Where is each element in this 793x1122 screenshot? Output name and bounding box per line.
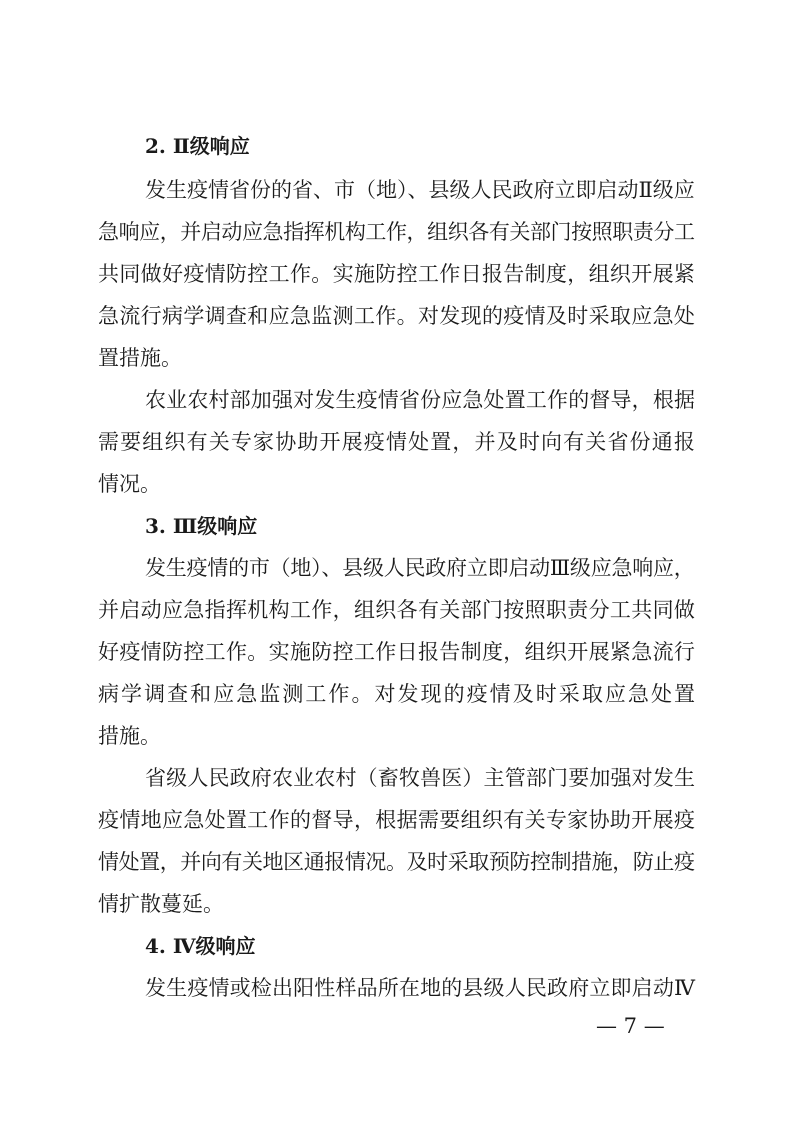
paragraph-line: 发生疫情的市（地）、县级人民政府立即启动Ⅲ级应急响应， (145, 556, 695, 580)
page-number: — 7 — (596, 1014, 665, 1038)
paragraph-line: 急响应，并启动应急指挥机构工作，组织各有关部门按照职责分工 (98, 220, 695, 244)
section-heading-level-2: 2. Ⅱ级响应 (145, 134, 250, 158)
paragraph-line: 农业农村部加强对发生疫情省份应急处置工作的督导，根据 (145, 388, 696, 412)
paragraph-line: 发生疫情或检出阳性样品所在地的县级人民政府立即启动Ⅳ (145, 976, 696, 1000)
paragraph-line: 措施。 (98, 724, 161, 748)
paragraph-line: 置措施。 (98, 346, 182, 370)
paragraph-line: 好疫情防控工作。实施防控工作日报告制度，组织开展紧急流行 (98, 640, 696, 664)
paragraph-line: 发生疫情省份的省、市（地）、县级人民政府立即启动Ⅱ级应 (145, 178, 695, 202)
paragraph-line: 省级人民政府农业农村（畜牧兽医）主管部门要加强对发生 (145, 766, 696, 790)
paragraph-line: 需要组织有关专家协助开展疫情处置，并及时向有关省份通报 (98, 430, 697, 454)
paragraph-line: 并启动应急指挥机构工作，组织各有关部门按照职责分工共同做 (98, 598, 696, 622)
paragraph-line: 情处置，并向有关地区通报情况。及时采取预防控制措施，防止疫 (98, 850, 695, 874)
section-heading-level-4: 4. Ⅳ级响应 (145, 934, 256, 958)
paragraph-line: 共同做好疫情防控工作。实施防控工作日报告制度，组织开展紧 (98, 262, 696, 286)
paragraph-line: 情扩散蔓延。 (98, 892, 224, 916)
paragraph-line: 病学调查和应急监测工作。对发现的疫情及时采取应急处置 (98, 682, 698, 706)
paragraph-line: 情况。 (98, 472, 161, 496)
section-heading-level-3: 3. Ⅲ级响应 (145, 514, 258, 538)
paragraph-line: 疫情地应急处置工作的督导，根据需要组织有关专家协助开展疫 (98, 808, 696, 832)
paragraph-line: 急流行病学调查和应急监测工作。对发现的疫情及时采取应急处 (98, 304, 696, 328)
